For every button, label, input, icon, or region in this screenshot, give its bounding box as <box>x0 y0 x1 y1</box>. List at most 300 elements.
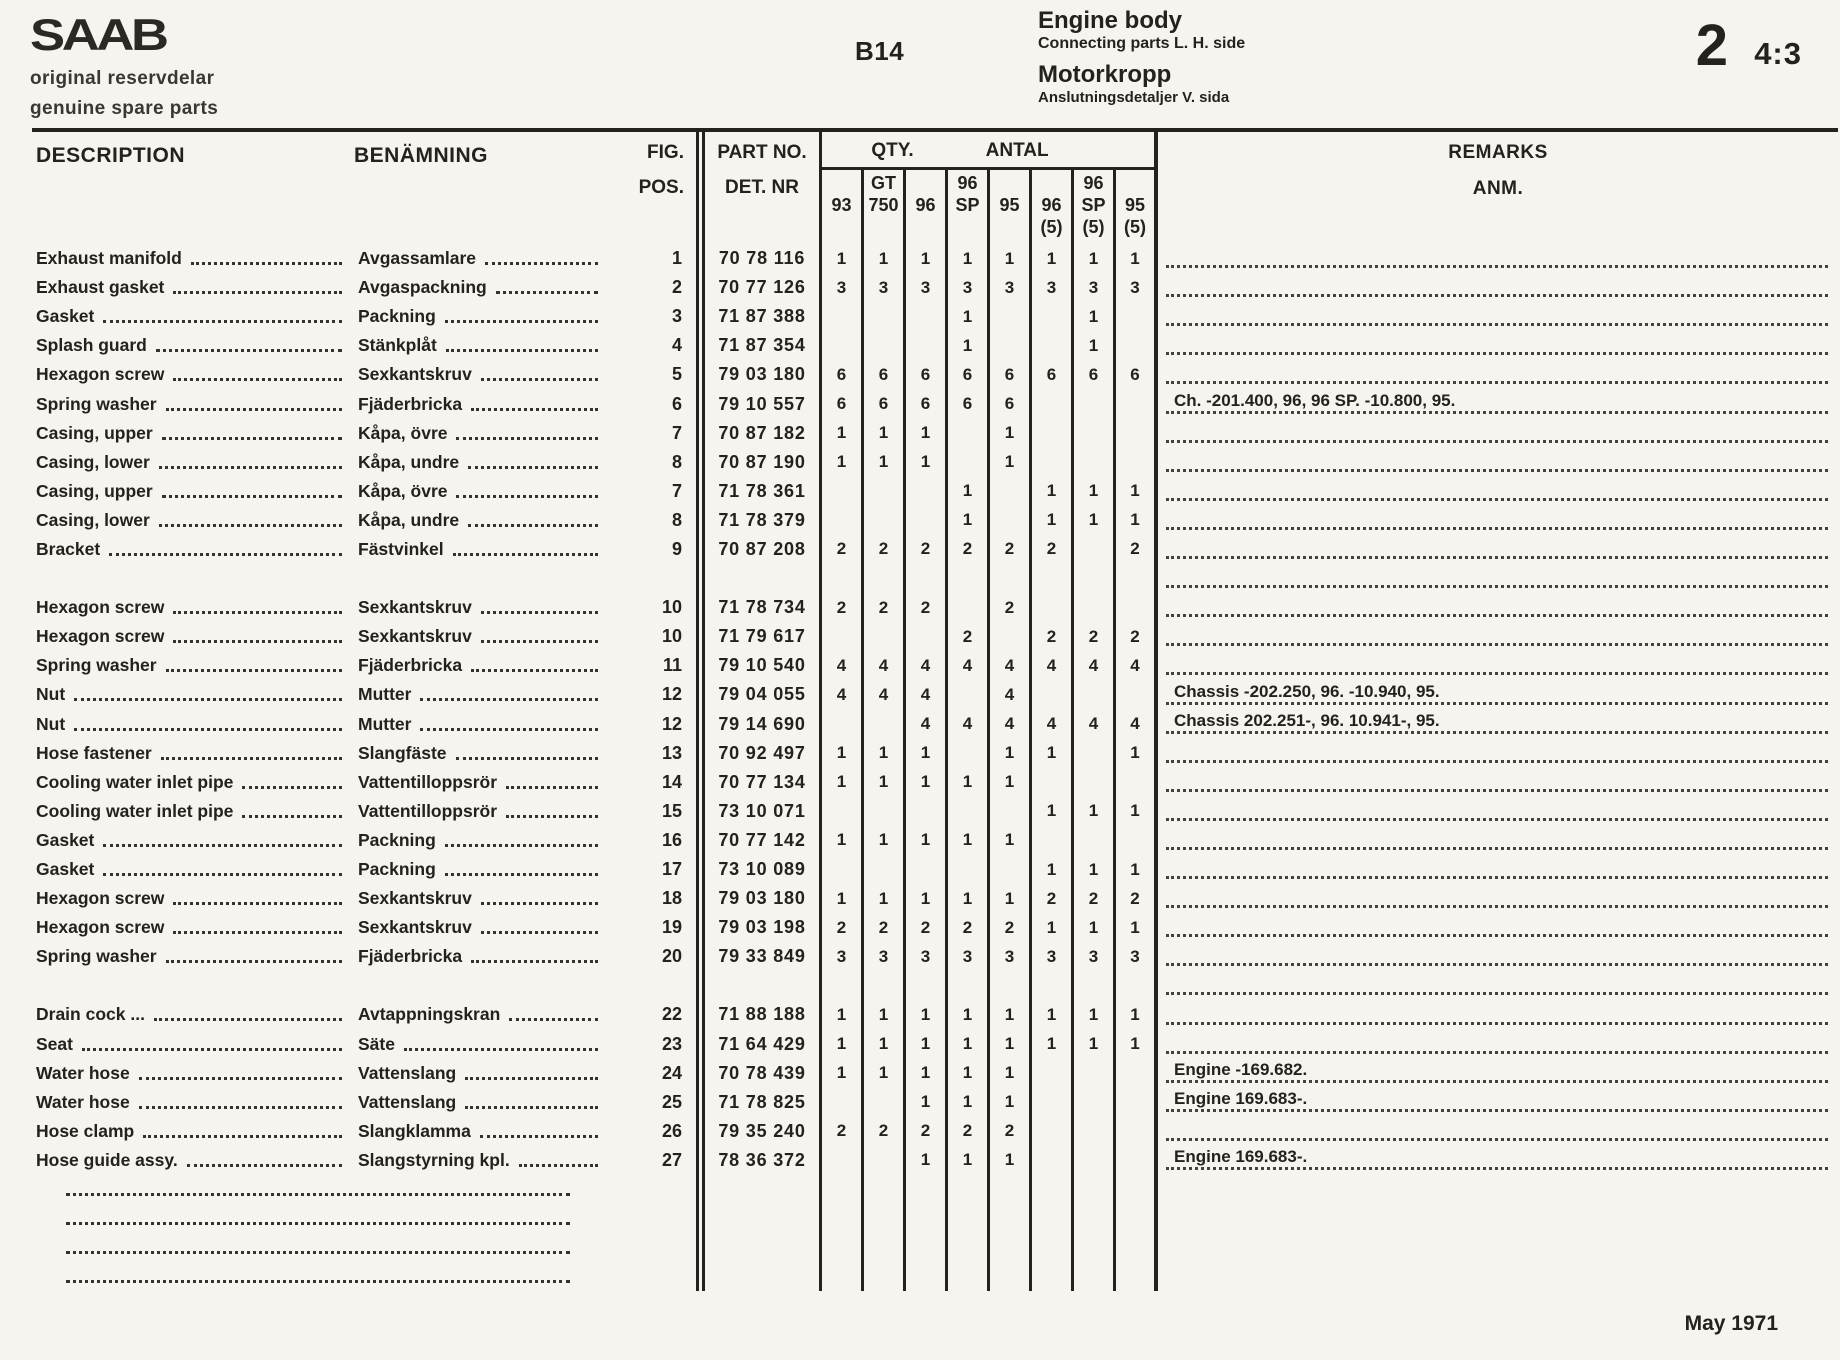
qty-cell <box>1074 1233 1116 1262</box>
qty-cell <box>1116 1146 1158 1175</box>
qty-cell: 6 <box>990 389 1032 418</box>
qty-cell <box>1032 1233 1074 1262</box>
qty-cell: 6 <box>1032 360 1074 389</box>
remarks-cell <box>1158 1204 1838 1233</box>
fig-pos-cell: 4 <box>671 335 682 356</box>
qty-cell: 1 <box>1032 913 1074 942</box>
remarks-line: Chassis 202.251-, 96. 10.941-, 95. <box>1166 711 1828 734</box>
fig-pos-cell <box>610 1204 696 1233</box>
qty-cell: 6 <box>948 389 990 418</box>
description-cell <box>32 564 354 593</box>
qty-cell: 1 <box>822 448 864 477</box>
leader-dots <box>445 844 598 847</box>
fig-pos-cell: 8 <box>671 451 682 472</box>
benamning-cell <box>354 302 610 331</box>
description-text: Water hose <box>36 1062 130 1083</box>
fig-pos-cell <box>610 1233 696 1262</box>
qty-cell: 2 <box>948 913 990 942</box>
qty-cell <box>990 1262 1032 1291</box>
remarks-cell <box>1158 506 1838 535</box>
qty-cell <box>1116 1117 1158 1146</box>
qty-column-header <box>1116 170 1158 244</box>
benamning-text: Packning <box>358 306 436 327</box>
qty-cell <box>864 1175 906 1204</box>
qty-cell: 3 <box>1074 942 1116 971</box>
part-no-cell: 71 78 361 <box>696 477 822 506</box>
qty-cell <box>1116 1175 1158 1204</box>
description-text: Cooling water inlet pipe <box>36 771 234 792</box>
qty-cell: 1 <box>906 448 948 477</box>
qty-cell: 6 <box>990 360 1032 389</box>
leader-dots <box>66 1222 570 1225</box>
part-no-cell: 71 78 379 <box>696 506 822 535</box>
qty-cell <box>906 506 948 535</box>
qty-cell <box>948 593 990 622</box>
part-no-label: PART NO. <box>717 142 807 163</box>
remarks-line <box>1166 991 1828 995</box>
leader-dots <box>445 320 598 323</box>
description-cell <box>32 739 354 768</box>
description-cell <box>32 971 354 1000</box>
benamning-text: Kåpa, undre <box>358 451 460 472</box>
qty-cell: 4 <box>1074 710 1116 739</box>
qty-cell <box>864 971 906 1000</box>
benamning-cell <box>354 360 610 389</box>
qty-cell <box>906 1262 948 1291</box>
benamning-cell <box>354 1117 610 1146</box>
qty-cell: 1 <box>1116 477 1158 506</box>
description-text: Water hose <box>36 1091 130 1112</box>
benamning-text: Kåpa, undre <box>358 509 460 530</box>
qty-cell: 4 <box>990 680 1032 709</box>
qty-column-header-line: 95 <box>999 195 1020 215</box>
part-no-cell: 70 87 182 <box>696 419 822 448</box>
part-no-cell: 70 77 142 <box>696 826 822 855</box>
qty-cell: 1 <box>1116 797 1158 826</box>
qty-cell <box>864 855 906 884</box>
part-no-cell: 70 87 208 <box>696 535 822 564</box>
description-cell <box>32 1030 354 1059</box>
qty-cell <box>990 855 1032 884</box>
description-text: Casing, upper <box>36 480 153 501</box>
qty-column-header-line: 96 <box>1041 195 1062 215</box>
qty-cell: 1 <box>1116 506 1158 535</box>
qty-cell <box>1074 680 1116 709</box>
qty-cell <box>990 971 1032 1000</box>
qty-column-header-line: GT <box>871 173 896 193</box>
qty-cell: 1 <box>990 768 1032 797</box>
part-no-cell: 71 64 429 <box>696 1030 822 1059</box>
fig-pos-cell: 19 <box>661 917 682 938</box>
benamning-cell <box>354 535 610 564</box>
qty-cell: 1 <box>1074 1000 1116 1029</box>
fig-pos-cell: 27 <box>661 1149 682 1170</box>
qty-cell: 2 <box>906 913 948 942</box>
remarks-line <box>1166 933 1828 937</box>
benamning-text: Mutter <box>358 684 412 705</box>
remarks-cell <box>1158 739 1838 768</box>
description-cell <box>32 884 354 913</box>
column-header-benamning: BENÄMNING <box>354 144 488 167</box>
qty-cell: 1 <box>864 884 906 913</box>
qty-cell <box>1116 826 1158 855</box>
part-no-cell <box>696 1233 822 1262</box>
qty-column-header <box>822 170 864 244</box>
qty-cell: 6 <box>906 360 948 389</box>
qty-cell <box>1032 448 1074 477</box>
benamning-text: Fjäderbricka <box>358 393 463 414</box>
leader-dots <box>74 698 342 701</box>
qty-column-header-line: 96 <box>957 173 978 193</box>
remarks-cell <box>1158 419 1838 448</box>
qty-cell: 2 <box>1032 535 1074 564</box>
description-cell <box>32 244 354 273</box>
qty-cell <box>1032 1175 1074 1204</box>
qty-cell: 1 <box>1032 244 1074 273</box>
qty-cell <box>1032 419 1074 448</box>
qty-cell: 1 <box>864 1030 906 1059</box>
qty-cell: 4 <box>864 651 906 680</box>
remarks-line <box>1166 1050 1828 1054</box>
qty-cell: 1 <box>1032 477 1074 506</box>
remarks-cell <box>1158 389 1838 418</box>
remarks-line <box>1166 351 1828 355</box>
qty-cell <box>1116 302 1158 331</box>
qty-cell <box>822 710 864 739</box>
remarks-line <box>1166 962 1828 966</box>
qty-cell <box>1074 971 1116 1000</box>
qty-cell <box>1074 1059 1116 1088</box>
qty-cell <box>948 1233 990 1262</box>
leader-dots <box>481 640 598 643</box>
qty-cell: 1 <box>822 1000 864 1029</box>
qty-cell: 3 <box>990 942 1032 971</box>
description-cell <box>32 1146 354 1175</box>
qty-cell <box>906 1175 948 1204</box>
qty-cell: 2 <box>1032 622 1074 651</box>
qty-cell <box>948 1175 990 1204</box>
part-no-cell: 71 87 388 <box>696 302 822 331</box>
qty-cell: 6 <box>948 360 990 389</box>
leader-dots <box>109 553 342 556</box>
qty-column-header-line: 95 <box>1124 195 1146 215</box>
qty-cell <box>1032 826 1074 855</box>
qty-cell <box>822 797 864 826</box>
qty-cell <box>906 797 948 826</box>
title-swedish: Motorkropp <box>1038 60 1172 88</box>
qty-cell: 1 <box>864 419 906 448</box>
qty-cell: 1 <box>1032 1000 1074 1029</box>
remarks-line: Engine 169.683-. <box>1166 1089 1828 1112</box>
qty-column-header <box>864 170 906 244</box>
qty-cell: 1 <box>906 1146 948 1175</box>
qty-cell <box>1032 1117 1074 1146</box>
leader-dots <box>173 378 342 381</box>
qty-cell: 1 <box>906 1030 948 1059</box>
qty-cell: 3 <box>822 273 864 302</box>
brand-block <box>30 8 218 122</box>
qty-cell: 3 <box>948 273 990 302</box>
qty-column-header <box>948 170 990 244</box>
part-no-cell: 78 36 372 <box>696 1146 822 1175</box>
title-english: Engine body <box>1038 7 1182 34</box>
qty-cell <box>906 971 948 1000</box>
qty-cell: 1 <box>1074 302 1116 331</box>
qty-cell <box>822 331 864 360</box>
fig-pos-cell: 17 <box>661 859 682 880</box>
qty-cell <box>864 797 906 826</box>
description-cell <box>32 768 354 797</box>
qty-cell <box>948 1204 990 1233</box>
qty-cell: 2 <box>864 535 906 564</box>
remarks-cell <box>1158 244 1838 273</box>
qty-cell: 1 <box>948 506 990 535</box>
qty-cell: 1 <box>948 1000 990 1029</box>
part-no-cell: 79 10 540 <box>696 651 822 680</box>
benamning-text: Sexkantskruv <box>358 364 472 385</box>
qty-cell <box>1116 448 1158 477</box>
part-no-cell: 70 78 439 <box>696 1059 822 1088</box>
leader-dots <box>173 611 342 614</box>
qty-cell: 4 <box>948 651 990 680</box>
qty-cell: 1 <box>906 1059 948 1088</box>
leader-dots <box>139 1106 342 1109</box>
leader-dots <box>66 1280 570 1283</box>
qty-cell <box>822 1175 864 1204</box>
benamning-text: Sexkantskruv <box>358 888 472 909</box>
qty-cell: 1 <box>948 1146 990 1175</box>
qty-cell: 3 <box>906 273 948 302</box>
qty-cell: 1 <box>1074 855 1116 884</box>
qty-cell: 2 <box>990 1117 1032 1146</box>
qty-cell: 1 <box>906 768 948 797</box>
description-text: Hexagon screw <box>36 917 165 938</box>
parts-table <box>32 128 1838 1291</box>
description-cell <box>32 710 354 739</box>
fig-pos-cell: 10 <box>661 626 682 647</box>
leader-dots <box>453 553 598 556</box>
qty-cell: 1 <box>990 884 1032 913</box>
remarks-line <box>1166 613 1828 617</box>
leader-dots <box>519 1164 598 1167</box>
qty-cell: 2 <box>1074 622 1116 651</box>
part-no-cell: 79 04 055 <box>696 680 822 709</box>
benamning-cell <box>354 826 610 855</box>
description-text: Bracket <box>36 538 101 559</box>
qty-cell <box>1032 1059 1074 1088</box>
qty-cell: 1 <box>906 739 948 768</box>
leader-dots <box>173 291 342 294</box>
qty-cell <box>990 1233 1032 1262</box>
remarks-cell <box>1158 593 1838 622</box>
doc-code: B14 <box>855 36 905 66</box>
leader-dots <box>173 902 342 905</box>
fig-pos-cell: 16 <box>661 829 682 850</box>
remarks-cell <box>1158 360 1838 389</box>
fig-pos-cell: 20 <box>661 946 682 967</box>
qty-cell: 1 <box>1032 739 1074 768</box>
remarks-line <box>1166 439 1828 443</box>
qty-cell <box>1074 593 1116 622</box>
fig-pos-cell: 18 <box>661 888 682 909</box>
description-text: Hexagon screw <box>36 626 165 647</box>
benamning-text: Fästvinkel <box>358 538 444 559</box>
qty-cell: 1 <box>990 448 1032 477</box>
qty-cell: 2 <box>948 622 990 651</box>
part-no-cell: 79 35 240 <box>696 1117 822 1146</box>
qty-cell: 1 <box>948 768 990 797</box>
qty-cell: 6 <box>822 389 864 418</box>
description-cell <box>32 1117 354 1146</box>
qty-cell: 2 <box>1074 884 1116 913</box>
qty-cell: 6 <box>1074 360 1116 389</box>
description-cell <box>32 680 354 709</box>
benamning-text: Vattentilloppsrör <box>358 771 498 792</box>
qty-cell <box>1116 1059 1158 1088</box>
qty-cell: 2 <box>1116 622 1158 651</box>
qty-cell <box>1032 389 1074 418</box>
leader-dots <box>481 611 598 614</box>
qty-cell: 1 <box>1074 477 1116 506</box>
remarks-cell <box>1158 1175 1838 1204</box>
qty-column-header-line: (5) <box>1124 217 1146 237</box>
qty-cell: 4 <box>948 710 990 739</box>
remarks-cell <box>1158 448 1838 477</box>
qty-cell <box>1074 448 1116 477</box>
fig-pos-cell <box>610 1175 696 1204</box>
qty-cell <box>906 622 948 651</box>
filler-dots-cell <box>32 1175 610 1204</box>
qty-cell: 1 <box>1074 506 1116 535</box>
remarks-cell <box>1158 768 1838 797</box>
description-text: Nut <box>36 684 66 705</box>
description-text: Casing, lower <box>36 451 150 472</box>
qty-cell <box>1116 680 1158 709</box>
benamning-text: Kåpa, övre <box>358 422 448 443</box>
part-no-cell: 73 10 089 <box>696 855 822 884</box>
description-text: Hexagon screw <box>36 364 165 385</box>
benamning-text: Avgassamlare <box>358 248 477 269</box>
qty-cell <box>1116 389 1158 418</box>
qty-cell <box>1116 768 1158 797</box>
qty-cell: 1 <box>1032 855 1074 884</box>
qty-cell <box>864 1204 906 1233</box>
benamning-cell <box>354 564 610 593</box>
qty-cell: 1 <box>990 1088 1032 1117</box>
remarks-line <box>1166 264 1828 268</box>
qty-cell <box>864 1262 906 1291</box>
qty-cell: 3 <box>906 942 948 971</box>
qty-cell: 3 <box>1116 273 1158 302</box>
description-cell <box>32 1000 354 1029</box>
leader-dots <box>159 466 342 469</box>
page-number: 2 <box>1695 13 1728 78</box>
description-cell <box>32 506 354 535</box>
qty-cell <box>990 477 1032 506</box>
description-cell <box>32 1088 354 1117</box>
leader-dots <box>420 698 598 701</box>
benamning-cell <box>354 331 610 360</box>
qty-cell: 4 <box>1074 651 1116 680</box>
qty-column-header <box>1074 170 1116 244</box>
qty-cell <box>1074 1175 1116 1204</box>
remarks-cell <box>1158 1059 1838 1088</box>
benamning-cell <box>354 855 610 884</box>
qty-cell <box>948 797 990 826</box>
remarks-cell <box>1158 1233 1838 1262</box>
qty-cell <box>1116 971 1158 1000</box>
benamning-text: Packning <box>358 859 436 880</box>
part-no-cell: 70 77 134 <box>696 768 822 797</box>
qty-cell: 1 <box>948 477 990 506</box>
qty-cell: 1 <box>1116 855 1158 884</box>
qty-cell: 2 <box>990 535 1032 564</box>
benamning-cell <box>354 942 610 971</box>
qty-cell: 2 <box>822 593 864 622</box>
description-text: Hexagon screw <box>36 888 165 909</box>
fig-pos-cell: 26 <box>661 1120 682 1141</box>
filler-dots-cell <box>32 1204 610 1233</box>
description-cell <box>32 797 354 826</box>
qty-cell: 4 <box>822 651 864 680</box>
benamning-text: Säte <box>358 1033 395 1054</box>
benamning-text: Packning <box>358 829 436 850</box>
leader-dots <box>509 1018 598 1021</box>
benamning-text: Vattenslang <box>358 1062 457 1083</box>
remarks-cell <box>1158 884 1838 913</box>
fig-pos-cell: 15 <box>661 800 682 821</box>
filler-dots-cell <box>32 1262 610 1291</box>
leader-dots <box>74 728 342 731</box>
leader-dots <box>506 815 598 818</box>
part-no-cell: 70 77 126 <box>696 273 822 302</box>
qty-cell <box>906 855 948 884</box>
qty-cell <box>1074 1088 1116 1117</box>
benamning-text: Slangklamma <box>358 1120 471 1141</box>
qty-label: QTY. <box>871 140 914 161</box>
qty-cell <box>1074 1146 1116 1175</box>
part-no-cell: 71 87 354 <box>696 331 822 360</box>
qty-cell: 1 <box>1074 331 1116 360</box>
qty-cell: 2 <box>864 1117 906 1146</box>
qty-column-header-line: 93 <box>831 195 852 215</box>
fig-pos-cell: 9 <box>671 538 682 559</box>
filler-dots-cell <box>32 1233 610 1262</box>
qty-cell <box>948 419 990 448</box>
benamning-cell <box>354 419 610 448</box>
benamning-cell <box>354 244 610 273</box>
leader-dots <box>420 728 598 731</box>
fig-pos-cell <box>610 564 696 593</box>
qty-cell <box>1116 1233 1158 1262</box>
qty-cell: 2 <box>948 1117 990 1146</box>
fig-pos-cell: 6 <box>671 393 682 414</box>
qty-cell: 1 <box>906 884 948 913</box>
qty-cell: 4 <box>990 651 1032 680</box>
leader-dots <box>481 902 598 905</box>
leader-dots <box>456 495 598 498</box>
remarks-cell <box>1158 1088 1838 1117</box>
benamning-cell <box>354 506 610 535</box>
subtitle-swedish: Anslutningsdetaljer V. sida <box>1038 89 1230 107</box>
description-cell <box>32 360 354 389</box>
part-no-cell: 79 03 180 <box>696 360 822 389</box>
qty-cell: 1 <box>948 884 990 913</box>
qty-cell <box>822 302 864 331</box>
qty-cell: 4 <box>990 710 1032 739</box>
leader-dots <box>187 1164 342 1167</box>
qty-cell: 1 <box>906 826 948 855</box>
